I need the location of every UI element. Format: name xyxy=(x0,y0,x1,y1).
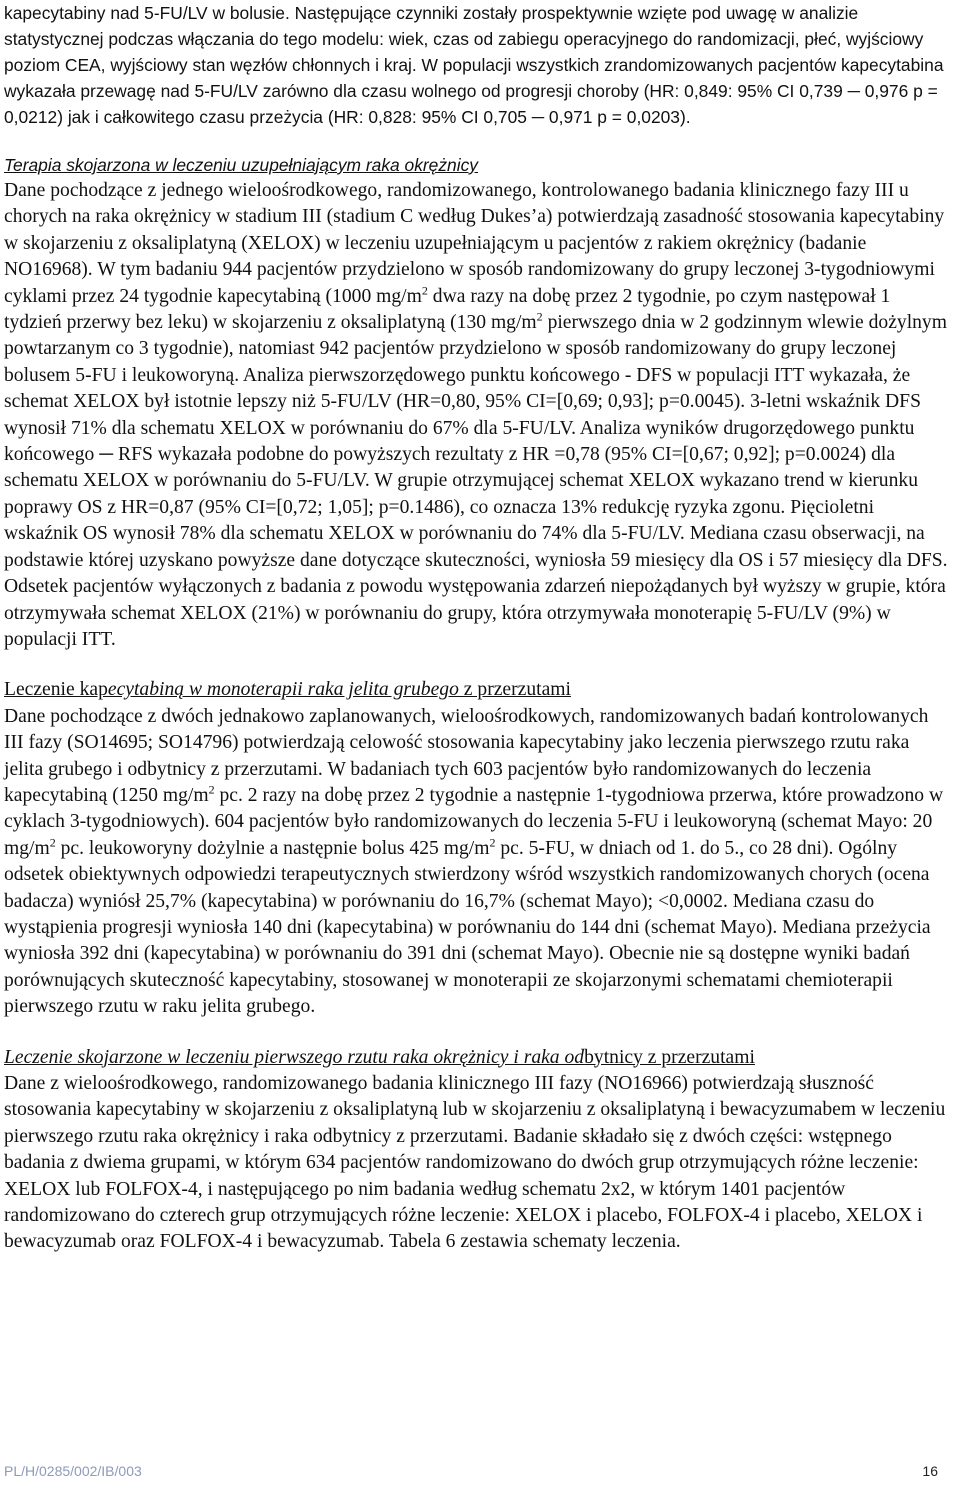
document-id: PL/H/0285/002/IB/003 xyxy=(4,1463,142,1479)
body-text: Dane z wieloośrodkowego, randomizowanego badania klinicznego III fazy (NO16966) potwierdzają słuszność stosowania kapecytabiny w skojarzeniu z oksaliplatyną lub w skojarzeniu z oksaliplatyną i bewacyzumabem w leczeniu pierwszego rzutu raka okrężnicy i raka odbytnicy z przerzutami. Badanie składało się z dwóch części: wstępnego badania z dwiema grupami, w którym 634 pacjentów randomizowano do dwóch grup otrzymujących różne leczenie: XELOX lub FOLFOX-4, i następującego po nim badania według schematu 2x2, w którym 1401 pacjentów randomizowano do czterech grup otrzymujących różne leczenie: XELOX i placebo, FOLFOX-4 i placebo, XELOX i bewacyzumab oraz FOLFOX-4 i bewacyzumab. Tabela 6 zestawia schematy leczenia. xyxy=(4,1073,946,1253)
body-text: pc. 2 razy na dobę przez 2 tygodnie a następnie 1-tygodniowa przerwa, które prowadzono w cyklach 3-tygodniowych). 604 pacjentów było randomizowanych do leczenia 5-FU i leukoworyną (schemat Mayo: 20 mg/m xyxy=(4,784,944,859)
section-heading xyxy=(4,1045,952,1071)
document-page xyxy=(4,0,952,1256)
superscript: 2 xyxy=(536,309,543,324)
body-text: Dane pochodzące z jednego wieloośrodkowego, randomizowanego, kontrolowanego badania klinicznego fazy III u chorych na raka okrężnicy w stadium III (stadium C według Dukes’a) potwierdzają zasadność stosowania kapecytabiny w skojarzeniu z oksaliplatyną (XELOX) w leczeniu uzupełniającym u pacjentów z rakiem okrężnicy (badanie NO16968). W tym badaniu 944 pacjentów przydzielono w sposób randomizowany do grupy leczonej 3-tygodniowymi cyklami przez 24 tygodnie kapecytabiną (1000 mg/m xyxy=(4,180,945,307)
heading-part: z przerzutami xyxy=(458,679,571,701)
section-heading: Terapia skojarzona w leczeniu uzupełniającym raka okrężnicy xyxy=(4,155,478,175)
section-adjuvant-combination xyxy=(4,152,952,653)
section-body xyxy=(4,1071,952,1256)
superscript: 2 xyxy=(49,835,56,850)
body-text: pc. leukoworyny dożylnie a następnie bolus 425 mg/m xyxy=(55,837,490,859)
superscript: 2 xyxy=(421,283,428,298)
body-text: Dane pochodzące z dwóch jednakowo zaplanowanych, wieloośrodkowych, randomizowanych badań kontrolowanych III fazy (SO14695; SO14796) potwierdzają celowość stosowania kapecytabiny jako leczenia pierwszego rzutu raka jelita grubego i odbytnicy z przerzutami. W badaniach tych 603 pacjentów było randomizowanych do leczenia kapecytabiną (1250 mg/m xyxy=(4,705,929,806)
intro-paragraph xyxy=(4,0,952,130)
heading-part-italic: Leczenie skojarzone w leczeniu pierwszego rzutu raka okrężnicy i raka od xyxy=(4,1046,585,1068)
section-body xyxy=(4,704,952,1021)
heading-part-italic: ecytabiną w monoterapii raka jelita grubego xyxy=(107,679,459,701)
section-monotherapy xyxy=(4,677,952,1020)
section-first-line-combination xyxy=(4,1045,952,1256)
body-text: pierwszego dnia w 2 godzinnym wlewie dożylnym powtarzanym co 3 tygodnie), natomiast 942 pacjentów przydzielono w sposób randomizowany do grupy leczonej bolusem 5-FU i leukoworyną. Analiza pierwszorzędowego punktu końcowego - DFS w populacji ITT wykazała, że schemat XELOX był istotnie lepszy niż 5-FU/LV (HR=0,80, 95% CI=[0,69; 0,93]; p=0.0045). 3-letni wskaźnik DFS wynosił 71% dla schematu XELOX w porównaniu do 67% dla 5-FU/LV. Analiza wyników drugorzędowego punktu końcowego ─ RFS wykazała podobne do powyższych rezultaty z HR =0,78 (95% CI=[0,67; 0,92]; p=0.0024) dla schematu XELOX w porównaniu do 5-FU/LV. W grupie otrzymującej schemat XELOX wykazano trend w kierunku poprawy OS z HR=0,87 (95% CI=[0,72; 1,05]; p=0.1486), co oznacza 13% redukcję ryzyka zgonu. Pięcioletni wskaźnik OS wynosił 78% dla schematu XELOX w porównaniu do 74% dla 5-FU/LV. Mediana czasu obserwacji, na podstawie której uzyskano powyższe dane dotyczące skuteczności, wyniosła 59 miesięcy dla OS i 57 miesięcy dla DFS. Odsetek pacjentów wyłączonych z badania z powodu występowania zdarzeń niepożądanych był wyższy w grupie, która otrzymywała schemat XELOX (21%) w porównaniu do grupy, która otrzymywała monoterapię 5-FU/LV (9%) w populacji ITT. xyxy=(4,312,948,650)
page-number: 16 xyxy=(922,1463,938,1479)
intro-text: kapecytabiny nad 5-FU/LV w bolusie. Następujące czynniki zostały prospektywnie wzięte pod uwagę w analizie statystycznej podczas włączania do tego modelu: wiek, czas od zabiegu operacyjnego do randomizacji, płeć, wyjściowy poziom CEA, wyjściowy stan węzłów chłonnych i kraj. W populacji wszystkich zrandomizowanych pacjentów kapecytabina wykazała przewagę nad 5-FU/LV zarówno dla czasu wolnego od progresji choroby (HR: 0,849: 95% CI 0,739 ─ 0,976 p = 0,0212) jak i całkowitego czasu przeżycia (HR: 0,828: 95% CI 0,705 ─ 0,971 p = 0,0203). xyxy=(4,3,944,127)
section-heading xyxy=(4,677,952,703)
section-body xyxy=(4,178,952,653)
heading-part: Leczenie kap xyxy=(4,679,108,701)
body-text: dwa razy na dobę przez 2 tygodnie, po czym następował 1 tydzień przerwy bez leku) w skojarzeniu z oksaliplatyną (130 mg/m xyxy=(4,285,891,334)
heading-part: bytnicy z przerzutami xyxy=(584,1046,755,1068)
superscript: 2 xyxy=(208,782,215,797)
superscript: 2 xyxy=(489,835,496,850)
body-text: pc. 5-FU, w dniach od 1. do 5., co 28 dni). Ogólny odsetek obiektywnych odpowiedzi terapeutycznych stwierdzony wśród wszystkich randomizowanych chorych (ocena badacza) wyniósł 25,7% (kapecytabina) w porównaniu do 16,7% (schemat Mayo); <0,0002. Mediana czasu do wystąpienia progresji wyniosła 140 dni (kapecytabina) w porównaniu do 144 dni (schemat Mayo). Mediana przeżycia wyniosła 392 dni (kapecytabina) w porównaniu do 391 dni (schemat Mayo). Obecnie nie są dostępne wyniki badań porównujących skuteczność kapecytabiny, stosowanej w monoterapii ze skojarzonymi schematami chemioterapii pierwszego rzutu w raku jelita grubego. xyxy=(4,837,931,1018)
